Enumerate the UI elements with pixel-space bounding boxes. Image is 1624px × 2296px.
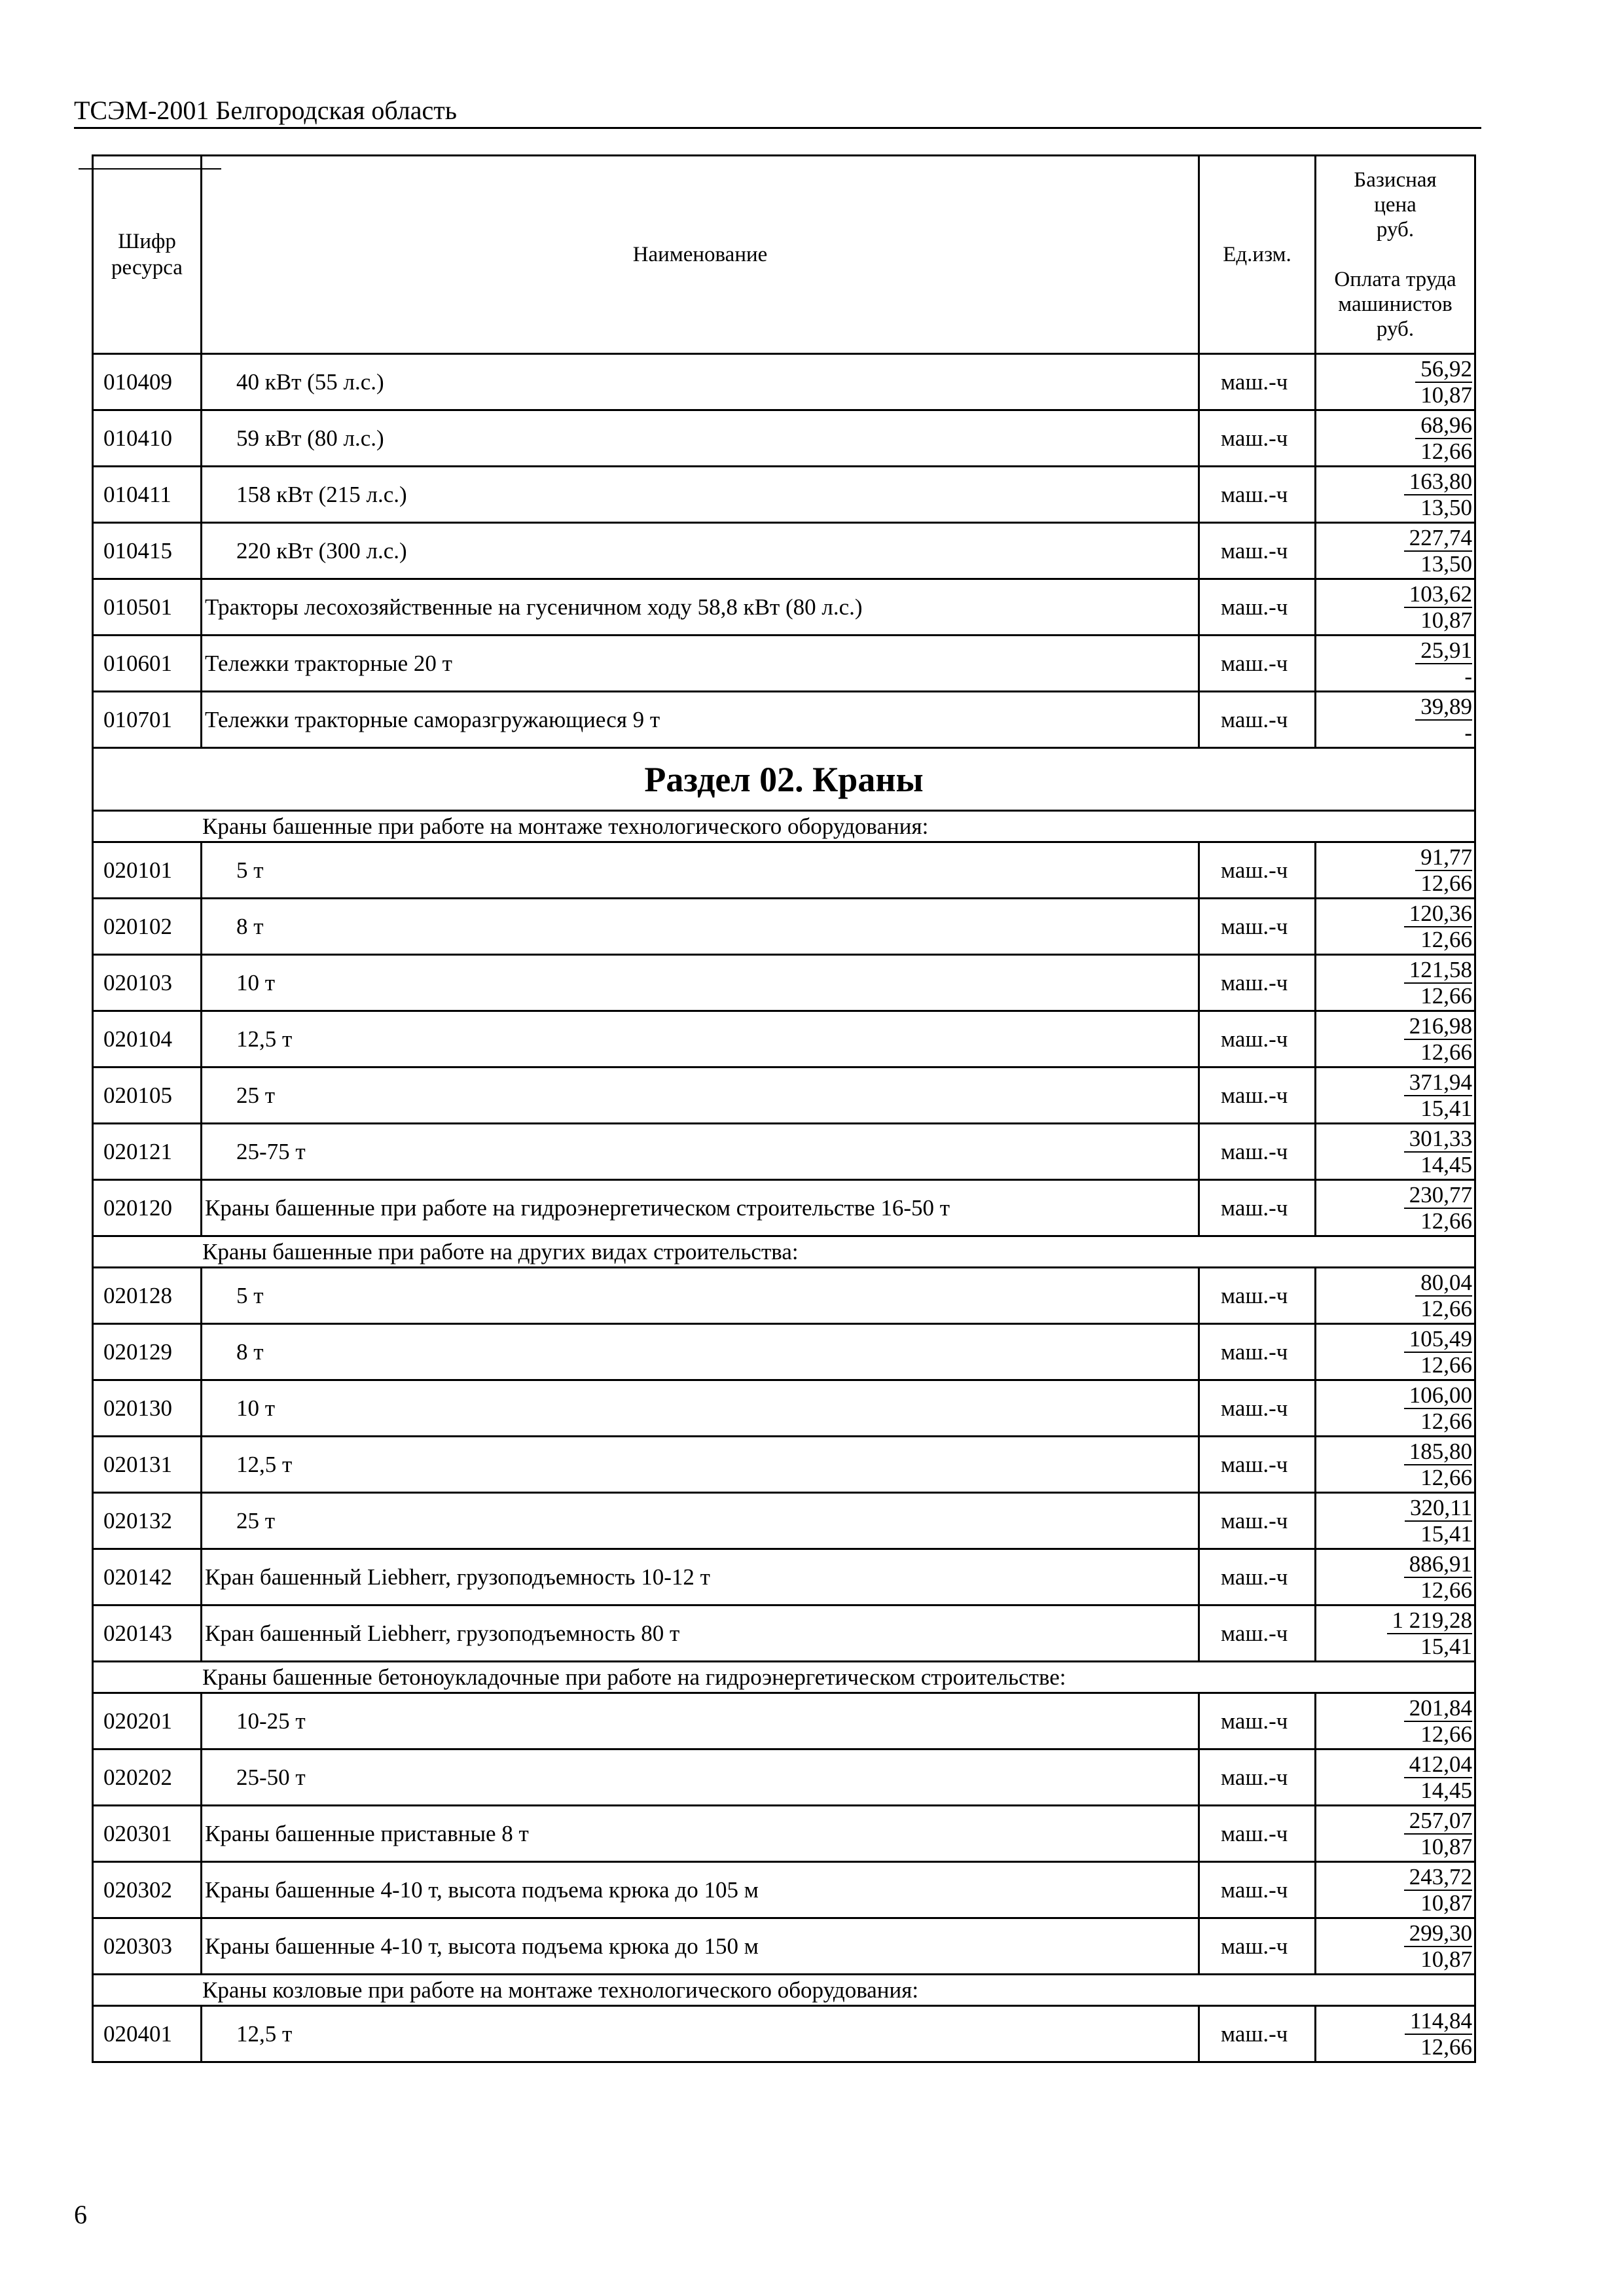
resource-name: Краны башенные 4-10 т, высота подъема крюка до 105 м	[202, 1862, 1199, 1918]
table-row	[93, 1749, 1475, 1806]
resource-code: 020303	[93, 1918, 202, 1975]
table-row	[93, 354, 1475, 410]
header-price-line: руб.	[1376, 218, 1415, 242]
resource-unit: маш.-ч	[1199, 692, 1316, 748]
base-price: 80,04	[1415, 1270, 1472, 1297]
operator-labor-cost: 13,50	[1420, 550, 1472, 577]
operator-labor-cost: 12,66	[1420, 1208, 1472, 1234]
resource-code: 020401	[93, 2006, 202, 2062]
base-price: 56,92	[1415, 357, 1472, 383]
base-price: 185,80	[1404, 1439, 1472, 1465]
group-heading: Краны башенные при работе на монтаже технологического оборудования:	[202, 813, 929, 839]
resource-unit: маш.-ч	[1199, 1124, 1316, 1180]
header-price-line: Оплата труда	[1334, 268, 1456, 291]
group-heading: Краны башенные бетоноукладочные при работе на гидроэнергетическом строительстве:	[202, 1664, 1066, 1690]
resource-unit: маш.-ч	[1199, 1180, 1316, 1236]
operator-labor-cost: 12,66	[1420, 1577, 1472, 1603]
resource-name: 25-75 т	[202, 1124, 1199, 1180]
base-price: 103,62	[1404, 582, 1472, 608]
operator-labor-cost: 12,66	[1420, 1721, 1472, 1747]
base-price: 371,94	[1404, 1070, 1472, 1096]
resource-name: 25 т	[202, 1067, 1199, 1124]
operator-labor-cost: 12,66	[1420, 982, 1472, 1009]
resource-code: 020202	[93, 1749, 202, 1806]
table-row	[93, 579, 1475, 636]
table-row	[93, 1324, 1475, 1380]
resource-code: 020101	[93, 842, 202, 899]
resource-code: 020129	[93, 1324, 202, 1380]
resource-unit: маш.-ч	[1199, 899, 1316, 955]
resource-unit: маш.-ч	[1199, 1324, 1316, 1380]
resource-code: 010701	[93, 692, 202, 748]
resource-unit: маш.-ч	[1199, 2006, 1316, 2062]
resource-price	[1316, 1493, 1475, 1549]
resource-name: 25-50 т	[202, 1749, 1199, 1806]
base-price: 163,80	[1404, 469, 1472, 495]
resource-name: 12,5 т	[202, 2006, 1199, 2062]
resource-code: 020103	[93, 955, 202, 1011]
operator-labor-cost: 15,41	[1420, 1095, 1472, 1121]
header-price-line: руб.	[1376, 317, 1415, 341]
group-heading-cell	[93, 1662, 1475, 1693]
resource-code: 020302	[93, 1862, 202, 1918]
base-price: 39,89	[1415, 694, 1472, 721]
table-row	[93, 1806, 1475, 1862]
resource-code: 020143	[93, 1605, 202, 1662]
resource-price	[1316, 579, 1475, 636]
resource-code: 020132	[93, 1493, 202, 1549]
base-price: 91,77	[1415, 845, 1472, 871]
base-price: 68,96	[1415, 413, 1472, 439]
page-number: 6	[74, 2200, 87, 2229]
resource-code: 020301	[93, 1806, 202, 1862]
resource-price	[1316, 1380, 1475, 1437]
resource-name: 220 кВт (300 л.с.)	[202, 523, 1199, 579]
section-title: Раздел 02. Краны	[93, 748, 1475, 811]
resource-unit: маш.-ч	[1199, 1806, 1316, 1862]
resource-price	[1316, 1806, 1475, 1862]
operator-labor-cost: 10,87	[1420, 1833, 1472, 1859]
resource-price	[1316, 1749, 1475, 1806]
group-heading-cell	[93, 811, 1475, 842]
operator-labor-cost: 15,41	[1420, 1520, 1472, 1547]
header-price-line: цена	[1374, 193, 1416, 217]
resource-price	[1316, 1067, 1475, 1124]
resource-price	[1316, 1124, 1475, 1180]
resource-unit: маш.-ч	[1199, 523, 1316, 579]
resource-price	[1316, 523, 1475, 579]
resource-unit: маш.-ч	[1199, 1067, 1316, 1124]
operator-labor-cost: -	[1464, 719, 1472, 745]
resource-price	[1316, 1268, 1475, 1324]
header-price-line: машинистов	[1338, 293, 1453, 316]
resource-price	[1316, 2006, 1475, 2062]
table-row	[93, 899, 1475, 955]
operator-labor-cost: 12,66	[1420, 1352, 1472, 1378]
resource-code: 010415	[93, 523, 202, 579]
table-row	[93, 1011, 1475, 1067]
header-rule	[74, 127, 1481, 129]
resource-code: 020120	[93, 1180, 202, 1236]
header-name: Наименование	[202, 156, 1199, 354]
base-price: 216,98	[1404, 1014, 1472, 1040]
resource-price	[1316, 636, 1475, 692]
table-row	[93, 1493, 1475, 1549]
header-unit: Ед.изм.	[1199, 156, 1316, 354]
group-heading-cell	[93, 1975, 1475, 2006]
resource-name: Тележки тракторные 20 т	[202, 636, 1199, 692]
table-row	[93, 1124, 1475, 1180]
resource-code: 020105	[93, 1067, 202, 1124]
resource-code: 010409	[93, 354, 202, 410]
operator-labor-cost: 10,87	[1420, 607, 1472, 633]
resource-unit: маш.-ч	[1199, 1268, 1316, 1324]
page-header-title: ТСЭМ-2001 Белгородская область	[74, 96, 457, 125]
resource-price	[1316, 842, 1475, 899]
resource-name: 12,5 т	[202, 1437, 1199, 1493]
base-price: 886,91	[1404, 1552, 1472, 1578]
operator-labor-cost: -	[1464, 663, 1472, 689]
operator-labor-cost: 10,87	[1420, 1946, 1472, 1972]
resource-name: Краны башенные 4-10 т, высота подъема крюка до 150 м	[202, 1918, 1199, 1975]
resource-code: 020104	[93, 1011, 202, 1067]
table-row	[93, 1605, 1475, 1662]
table-row	[93, 1180, 1475, 1236]
resource-name: 12,5 т	[202, 1011, 1199, 1067]
resource-code: 020131	[93, 1437, 202, 1493]
resource-unit: маш.-ч	[1199, 1437, 1316, 1493]
resource-code: 010410	[93, 410, 202, 467]
resource-code: 020121	[93, 1124, 202, 1180]
header-price	[1316, 156, 1475, 354]
resource-price	[1316, 1693, 1475, 1749]
resource-unit: маш.-ч	[1199, 1380, 1316, 1437]
table-row	[93, 842, 1475, 899]
resource-code: 010601	[93, 636, 202, 692]
table-row	[93, 692, 1475, 748]
base-price: 201,84	[1404, 1696, 1472, 1722]
resource-code: 020102	[93, 899, 202, 955]
resource-unit: маш.-ч	[1199, 1011, 1316, 1067]
base-price: 320,11	[1405, 1496, 1472, 1522]
resource-unit: маш.-ч	[1199, 1693, 1316, 1749]
resource-unit: маш.-ч	[1199, 410, 1316, 467]
base-price: 227,74	[1404, 526, 1472, 552]
header-price-spacer	[1316, 242, 1474, 267]
base-price: 412,04	[1404, 1752, 1472, 1778]
resource-name: 5 т	[202, 842, 1199, 899]
table-row	[93, 1693, 1475, 1749]
resource-price	[1316, 1862, 1475, 1918]
resource-price	[1316, 410, 1475, 467]
operator-labor-cost: 12,66	[1420, 1464, 1472, 1490]
base-price: 301,33	[1404, 1126, 1472, 1153]
resource-price	[1316, 1605, 1475, 1662]
group-row	[93, 811, 1475, 842]
base-price: 243,72	[1404, 1865, 1472, 1891]
resource-price	[1316, 1324, 1475, 1380]
resource-name: Краны башенные при работе на гидроэнергетическом строительстве 16-50 т	[202, 1180, 1199, 1236]
resource-unit: маш.-ч	[1199, 1605, 1316, 1662]
resource-price	[1316, 1180, 1475, 1236]
resource-name: Кран башенный Liebherr, грузоподъемность 80 т	[202, 1605, 1199, 1662]
table-row	[93, 1918, 1475, 1975]
resource-price	[1316, 467, 1475, 523]
resource-unit: маш.-ч	[1199, 1493, 1316, 1549]
resource-price	[1316, 1011, 1475, 1067]
operator-labor-cost: 10,87	[1420, 382, 1472, 408]
resource-name: 25 т	[202, 1493, 1199, 1549]
table-row	[93, 1549, 1475, 1605]
base-price: 106,00	[1404, 1383, 1472, 1409]
resource-code: 020142	[93, 1549, 202, 1605]
table-row	[93, 410, 1475, 467]
resource-code: 020130	[93, 1380, 202, 1437]
table-row	[93, 1268, 1475, 1324]
base-price: 1 219,28	[1387, 1608, 1473, 1634]
resource-code: 020128	[93, 1268, 202, 1324]
resource-price	[1316, 692, 1475, 748]
resource-name: 10-25 т	[202, 1693, 1199, 1749]
resource-name: 10 т	[202, 1380, 1199, 1437]
base-price: 257,07	[1404, 1808, 1472, 1835]
resource-name: Краны башенные приставные 8 т	[202, 1806, 1199, 1862]
table-header-row	[93, 156, 1475, 354]
table-row	[93, 1380, 1475, 1437]
resource-code: 010501	[93, 579, 202, 636]
operator-labor-cost: 10,87	[1420, 1890, 1472, 1916]
resource-name: 40 кВт (55 л.с.)	[202, 354, 1199, 410]
resource-unit: маш.-ч	[1199, 955, 1316, 1011]
resource-name: 8 т	[202, 899, 1199, 955]
operator-labor-cost: 14,45	[1420, 1777, 1472, 1803]
resource-unit: маш.-ч	[1199, 1749, 1316, 1806]
resource-table	[92, 154, 1476, 2063]
base-price: 25,91	[1415, 638, 1472, 664]
operator-labor-cost: 12,66	[1420, 1039, 1472, 1065]
resource-price	[1316, 1437, 1475, 1493]
resource-unit: маш.-ч	[1199, 467, 1316, 523]
header-code	[93, 156, 202, 354]
resource-name: 158 кВт (215 л.с.)	[202, 467, 1199, 523]
operator-labor-cost: 13,50	[1420, 494, 1472, 520]
resource-unit: маш.-ч	[1199, 1862, 1316, 1918]
group-row	[93, 1662, 1475, 1693]
resource-name: Тракторы лесохозяйственные на гусеничном ходу 58,8 кВт (80 л.с.)	[202, 579, 1199, 636]
resource-price	[1316, 955, 1475, 1011]
base-price: 114,84	[1405, 2009, 1472, 2035]
base-price: 120,36	[1404, 901, 1472, 927]
resource-price	[1316, 1549, 1475, 1605]
resource-code: 010411	[93, 467, 202, 523]
resource-price	[1316, 899, 1475, 955]
resource-name: 8 т	[202, 1324, 1199, 1380]
resource-unit: маш.-ч	[1199, 579, 1316, 636]
table-row	[93, 467, 1475, 523]
table-row	[93, 1862, 1475, 1918]
resource-unit: маш.-ч	[1199, 1918, 1316, 1975]
resource-name: Кран башенный Liebherr, грузоподъемность 10-12 т	[202, 1549, 1199, 1605]
resource-price	[1316, 1918, 1475, 1975]
group-heading: Краны башенные при работе на других видах строительства:	[202, 1238, 799, 1265]
resource-price	[1316, 354, 1475, 410]
resource-name: 59 кВт (80 л.с.)	[202, 410, 1199, 467]
operator-labor-cost: 12,66	[1420, 1295, 1472, 1321]
resource-unit: маш.-ч	[1199, 1549, 1316, 1605]
operator-labor-cost: 12,66	[1420, 870, 1472, 896]
resource-unit: маш.-ч	[1199, 842, 1316, 899]
resource-name: Тележки тракторные саморазгружающиеся 9 т	[202, 692, 1199, 748]
resource-name: 10 т	[202, 955, 1199, 1011]
table-row	[93, 2006, 1475, 2062]
base-price: 230,77	[1404, 1183, 1472, 1209]
operator-labor-cost: 12,66	[1420, 926, 1472, 952]
resource-unit: маш.-ч	[1199, 354, 1316, 410]
table-row	[93, 1067, 1475, 1124]
group-row	[93, 1975, 1475, 2006]
table-row	[93, 523, 1475, 579]
table-row	[93, 1437, 1475, 1493]
group-heading: Краны козловые при работе на монтаже технологического оборудования:	[202, 1977, 919, 2003]
group-heading-cell	[93, 1236, 1475, 1268]
header-code-line: ресурса	[111, 256, 183, 279]
operator-labor-cost: 12,66	[1420, 1408, 1472, 1434]
operator-labor-cost: 12,66	[1420, 2034, 1472, 2060]
resource-unit: маш.-ч	[1199, 636, 1316, 692]
resource-code: 020201	[93, 1693, 202, 1749]
header-price-line: Базисная	[1354, 168, 1437, 192]
operator-labor-cost: 12,66	[1420, 438, 1472, 464]
operator-labor-cost: 15,41	[1420, 1633, 1472, 1659]
resource-name: 5 т	[202, 1268, 1199, 1324]
base-price: 299,30	[1404, 1921, 1472, 1947]
resource-table-body	[93, 156, 1475, 2062]
base-price: 121,58	[1404, 958, 1472, 984]
base-price: 105,49	[1404, 1327, 1472, 1353]
table-row	[93, 955, 1475, 1011]
operator-labor-cost: 14,45	[1420, 1151, 1472, 1177]
section-row	[93, 748, 1475, 811]
header-code-line: Шифр	[118, 230, 176, 253]
group-row	[93, 1236, 1475, 1268]
table-row	[93, 636, 1475, 692]
